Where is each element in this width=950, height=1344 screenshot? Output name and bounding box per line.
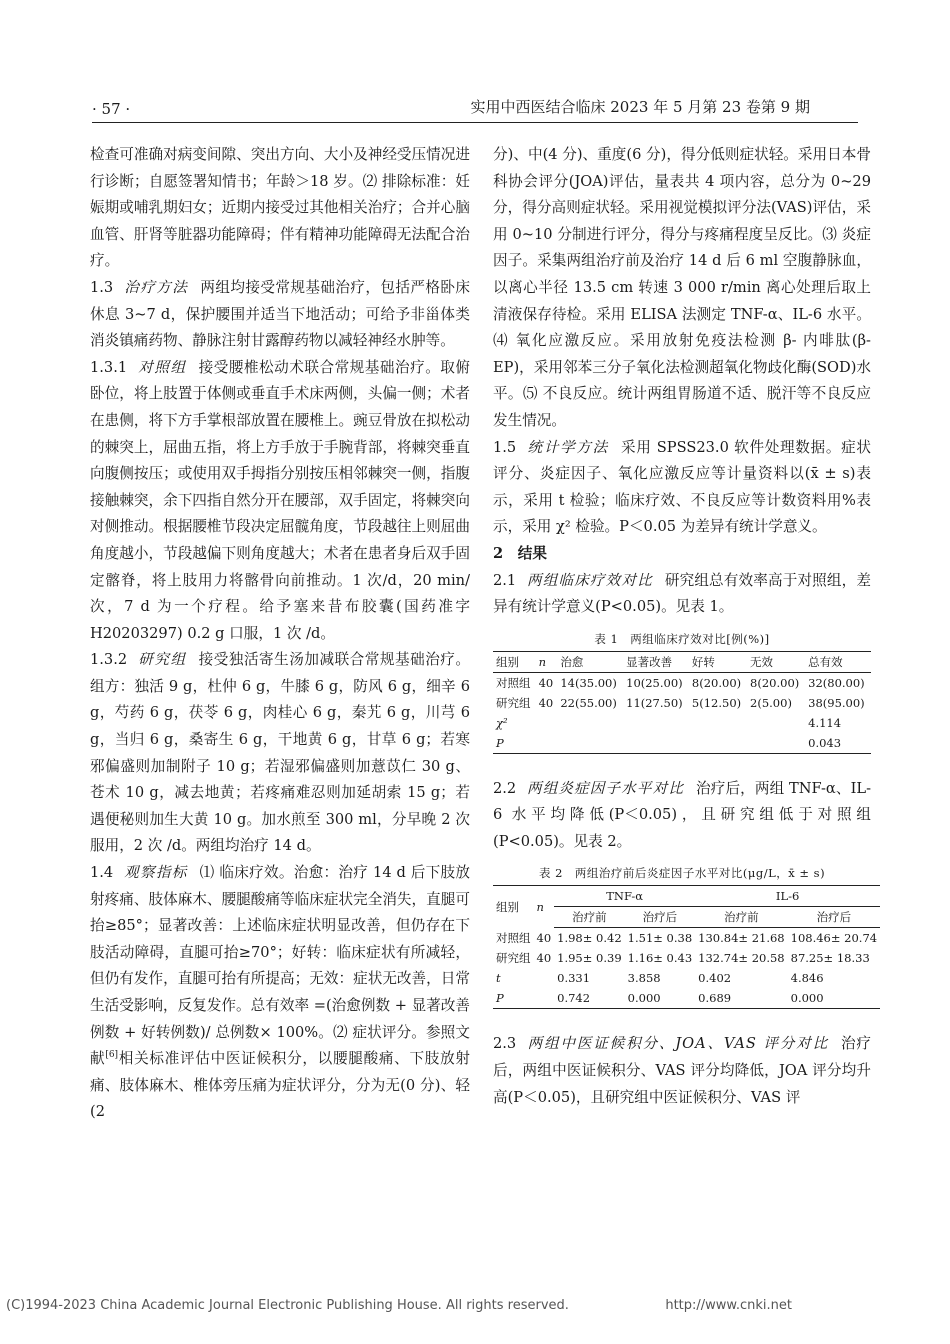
table-cell bbox=[534, 988, 555, 1009]
table1-header-cell: 总有效 bbox=[805, 651, 871, 672]
table-cell: 22(55.00) bbox=[560, 695, 617, 710]
section-text: 采用 SPSS23.0 软件处理数据。症状评分、炎症因子、氧化应激反应等计量资料以(x̄ ± s)表示，采用 t 检验；临床疗效、不良反应等计数资料用%表示，采用 χ² 检验。P＜0.05 为差异有统计学意义。 bbox=[493, 438, 871, 536]
table-cell: 研究组 bbox=[496, 695, 531, 710]
table-cell: 对照组 bbox=[496, 931, 531, 946]
section-label: 两组临床疗效对比 bbox=[527, 571, 653, 589]
section-label: 对照组 bbox=[138, 358, 187, 376]
section-number: 2.1 bbox=[493, 571, 517, 589]
table-cell: t bbox=[496, 971, 501, 986]
copyright-text: (C)1994-2023 China Academic Journal Electronic Publishing House. All rights reserved. bbox=[6, 1298, 569, 1313]
table1-header-cell: 治愈 bbox=[557, 651, 623, 672]
table-cell: 10(25.00) bbox=[626, 675, 683, 690]
left-column bbox=[90, 142, 470, 1126]
table-cell: 8(20.00) bbox=[750, 675, 800, 690]
section-text: ⑴ 临床疗效。治愈：治疗 14 d 后下肢放射疼痛、肢体麻木、腰腿酸痛等临床症状完全消失，直腿可抬≥85°；显著改善：上述临床症状明显改善，但仍存在下肢活动障碍，直腿可抬≥70°；好转：临床症状有所减轻，但仍有发作，直腿可抬有所提高；无效：症状无改善，日常生活受影响，反复发作。总有效率 =(治愈例数 + 显著改善例数 + 好转例数)/ 总例数× 100%。⑵ 症状评分。参照文献 bbox=[90, 864, 470, 1068]
table-cell: 130.84± 21.68 bbox=[698, 931, 785, 946]
table-cell: 0.331 bbox=[557, 971, 591, 986]
table1-caption: 表 1 两组临床疗效对比[例(%)] bbox=[594, 631, 770, 646]
section-text: 两组均接受常规基础治疗，包括严格卧床休息 3~7 d，保护腰围并适当下地活动；可给予非甾体类消炎镇痛药物、静脉注射甘露醇药物以减轻神经水肿等。 bbox=[90, 278, 470, 350]
table-cell: 40 bbox=[536, 931, 552, 946]
table-cell: 40 bbox=[538, 695, 554, 710]
table2-caption: 表 2 两组治疗前后炎症因子水平对比(μg/L，x̄ ± s) bbox=[538, 866, 826, 881]
table-row bbox=[493, 733, 871, 754]
table-cell: 40 bbox=[536, 951, 552, 966]
header-rule bbox=[92, 122, 858, 123]
section-text: 接受独活寄生汤加减联合常规基础治疗。组方：独活 9 g，杜仲 6 g，牛膝 6 g，防风 6 g，细辛 6 g，芍药 6 g，茯苓 6 g，肉桂心 6 g，秦艽 6 g，川芎 6 g，当归 6 g，桑寄生 6 g，干地黄 6 g，甘草 6 g；若寒邪偏盛则加制附子 10 g；若湿邪偏盛则加薏苡仁 30 g、苍术 10 g，减去地黄；若疼痛难忍则加延胡索 15 g；若遇便秘则加生大黄 10 g。加水煎至 300 ml，分早晚 2 次服用，2 次 /d。两组均治疗 14 d。 bbox=[90, 651, 470, 855]
table-cell: 5(12.50) bbox=[691, 695, 742, 710]
section-number: 1.4 bbox=[90, 864, 114, 882]
table-cell: 11(27.50) bbox=[626, 695, 683, 710]
section-2-1 bbox=[493, 568, 871, 621]
table1-header-cell: 无效 bbox=[747, 651, 805, 672]
table-cell: 8(20.00) bbox=[691, 675, 742, 690]
table-cell: 研究组 bbox=[496, 951, 531, 966]
table-cell: 32(80.00) bbox=[808, 675, 865, 690]
observation-continued-paragraph: 分)、中(4 分)、重度(6 分)，得分低则症状轻。采用日本骨科协会评分(JOA)评估，量表共 4 项内容，总分为 0~29 分，得分高则症状轻。采用视觉模拟评分法(VAS)评估，采用 0~10 分制进行评分，得分与疼痛程度呈反比。⑶ 炎症因子。采集两组治疗前及治疗 14 d 后 6 ml 空腹静脉血，以离心半径 13.5 cm 转速 3 000 r/min 离心处理后取上清液保存待检。采用 ELISA 法测定 TNF-α、IL-6 水平。⑷ 氧化应激反应。采用放射免疫法检测 β- 内啡肽(β-EP)，采用邻苯三分子氧化法检测超氧化物歧化酶(SOD)水平。⑸ 不良反应。统计两组胃肠道不适、脱汗等不良反应发生情况。 bbox=[493, 146, 871, 429]
table2-header-cell: TNF-α bbox=[554, 886, 695, 907]
table-cell: 0.742 bbox=[554, 988, 625, 1009]
table2-header-cell: 治疗后 bbox=[625, 907, 696, 928]
right-column bbox=[493, 142, 878, 1111]
table-cell: 132.74± 20.58 bbox=[698, 951, 785, 966]
table2-header-cell: n bbox=[534, 886, 555, 928]
section-text: 治疗后，两组 TNF-α、IL-6 水平均降低(P＜0.05)，且研究组低于对照组(P<0.05)。见表 2。 bbox=[493, 779, 871, 850]
section-text: 治疗后，两组中医证候积分、VAS 评分均降低，JOA 评分均升高(P＜0.05)，且研究组中医证候积分、VAS 评 bbox=[493, 1035, 871, 1106]
table-cell: 40 bbox=[538, 675, 554, 690]
table2 bbox=[493, 885, 880, 1009]
section-1-3-1 bbox=[90, 355, 470, 648]
section-number: 1.3.1 bbox=[90, 358, 128, 376]
section-number: 2.2 bbox=[493, 779, 517, 797]
table-cell: 38(95.00) bbox=[808, 695, 865, 710]
inclusion-exclusion-paragraph: 检查可准确对病变间隙、突出方向、大小及神经受压情况进行诊断；自愿签署知情书；年龄＞18 岁。⑵ 排除标准：妊娠期或哺乳期妇女；近期内接受过其他相关治疗；合并心脑血管、肝肾等脏器功能障碍；伴有精神功能障碍无法配合治疗。 bbox=[90, 146, 470, 270]
table1 bbox=[493, 651, 871, 754]
table-cell: P bbox=[493, 988, 534, 1009]
section-2-heading: 2 结果 bbox=[493, 544, 547, 562]
section-1-3 bbox=[90, 275, 470, 355]
table-row bbox=[493, 693, 871, 713]
table-cell bbox=[534, 968, 555, 988]
table-row bbox=[493, 988, 880, 1009]
table-cell: 1.95± 0.39 bbox=[557, 951, 622, 966]
section-2-3 bbox=[493, 1031, 871, 1111]
table-cell: 4.114 bbox=[808, 715, 842, 730]
section-2-2 bbox=[493, 776, 871, 856]
table1-header-cell: 好转 bbox=[689, 651, 747, 672]
table-cell: 1.16± 0.43 bbox=[627, 951, 693, 966]
section-text: 研究组总有效率高于对照组，差异有统计学意义(P<0.05)。见表 1。 bbox=[493, 571, 871, 616]
table-row bbox=[493, 713, 871, 733]
table-cell: 14(35.00) bbox=[560, 675, 617, 690]
table-row bbox=[493, 928, 880, 949]
section-1-5 bbox=[493, 435, 871, 541]
table2-header-cell: 组别 bbox=[493, 886, 534, 928]
table-cell: 0.402 bbox=[698, 971, 732, 986]
section-number: 2.3 bbox=[493, 1035, 517, 1053]
table-row bbox=[493, 672, 871, 693]
table2-header-cell: 治疗前 bbox=[695, 907, 787, 928]
table-cell: P bbox=[493, 733, 536, 754]
table2-header-cell: IL-6 bbox=[695, 886, 880, 907]
table-cell: 0.000 bbox=[788, 988, 880, 1009]
table-cell: 0.689 bbox=[695, 988, 787, 1009]
table-cell: 87.25± 18.33 bbox=[790, 951, 870, 966]
section-label: 两组中医证候积分、JOA、VAS 评分对比 bbox=[527, 1035, 829, 1053]
table-cell: 2(5.00) bbox=[750, 695, 792, 710]
table-row bbox=[493, 948, 880, 968]
page-number: · 57 · bbox=[92, 100, 131, 118]
table1-header-cell: 组别 bbox=[493, 651, 536, 672]
table1-header-cell: n bbox=[536, 651, 558, 672]
section-number: 1.3 bbox=[90, 278, 114, 296]
citation-ref: [6] bbox=[105, 1050, 119, 1061]
section-label: 研究组 bbox=[138, 651, 187, 669]
footer-url[interactable]: http://www.cnki.net bbox=[665, 1298, 792, 1313]
table-row bbox=[493, 968, 880, 988]
table-cell: 108.46± 20.74 bbox=[790, 931, 878, 946]
footer bbox=[6, 1298, 950, 1313]
journal-header: 实用中西医结合临床 2023 年 5 月第 23 卷第 9 期 bbox=[470, 98, 810, 116]
table-cell: 0.043 bbox=[805, 733, 871, 754]
section-number: 1.3.2 bbox=[90, 651, 128, 669]
table-cell: 4.846 bbox=[790, 971, 824, 986]
section-label: 治疗方法 bbox=[124, 278, 189, 296]
table1-header-cell: 显著改善 bbox=[623, 651, 689, 672]
section-label: 观察指标 bbox=[124, 864, 188, 882]
table-cell: 1.51± 0.38 bbox=[627, 931, 693, 946]
section-text-continued: 相关标准评估中医证候积分，以腰腿酸痛、下肢放射痛、肢体麻木、椎体旁压痛为症状评分，分为无(0 分)、轻(2 bbox=[90, 1050, 470, 1121]
section-1-4 bbox=[90, 860, 470, 1126]
table-cell: 对照组 bbox=[496, 675, 531, 690]
section-label: 统计学方法 bbox=[527, 438, 609, 456]
section-label: 两组炎症因子水平对比 bbox=[526, 779, 685, 797]
table-cell: 0.000 bbox=[625, 988, 696, 1009]
section-number: 1.5 bbox=[493, 438, 517, 456]
table2-header-row bbox=[493, 886, 880, 907]
section-text: 接受腰椎松动术联合常规基础治疗。取俯卧位，将上肢置于体侧或垂直手术床两侧，头偏一侧；术者在患侧，将下方手掌根部放置在腰椎上。豌豆骨放在拟松动的棘突上，屈曲五指，将上方手放于手腕背部，将棘突垂直向腹侧按压；或使用双手拇指分别按压相邻棘突一侧，指腹接触棘突，余下四指自然分开在腰部，双手固定，将棘突向对侧推动。根据腰椎节段决定屈髋角度，节段越往上则屈曲角度越小，节段越偏下则角度越大；术者在患者身后双手固定髂脊，将上肢用力将髂骨向前推动。1 次/d，20 min/ 次，7 d 为一个疗程。给予塞来昔布胶囊(国药准字 H20203297) 0.2 g 口服，1 次 /d。 bbox=[90, 358, 470, 642]
table2-header-cell: 治疗前 bbox=[554, 907, 625, 928]
table1-header-row bbox=[493, 651, 871, 672]
table-cell: 3.858 bbox=[627, 971, 661, 986]
table-cell: χ² bbox=[496, 715, 508, 730]
table-cell: 1.98± 0.42 bbox=[557, 931, 622, 946]
section-1-3-2 bbox=[90, 647, 470, 860]
table2-header-cell: 治疗后 bbox=[788, 907, 880, 928]
